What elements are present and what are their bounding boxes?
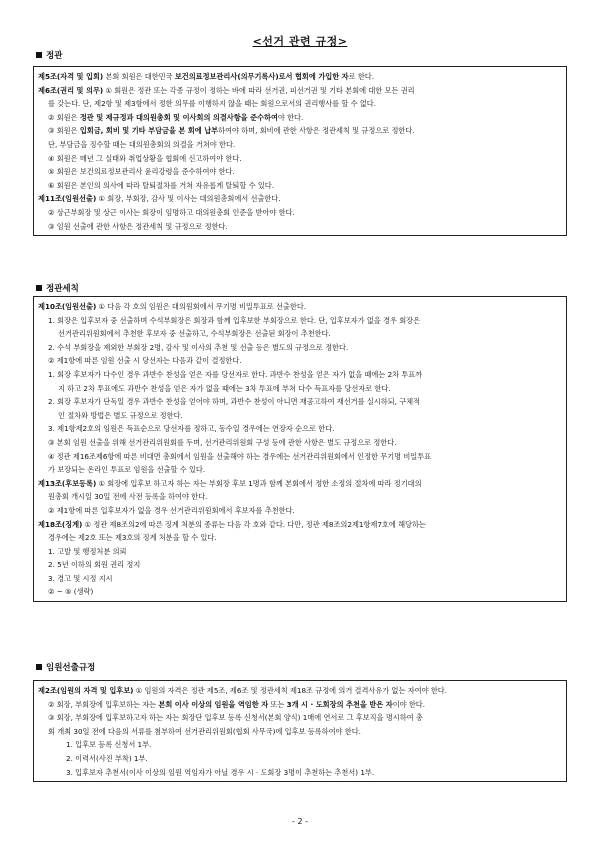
text-run: 3. 입후보자 추천서(이사 이상의 임원 역임자가 아닐 경우 시 · 도회장 3명이 추천하는 추천서) 1부. <box>66 767 375 777</box>
text-line <box>38 124 560 138</box>
text-run: 1. 입후보 등록 신청서 1부. <box>66 740 152 750</box>
text-run: 야 한다. <box>277 112 304 122</box>
text-line <box>38 179 560 193</box>
bold-text: 3개 시 · 도회장의 추천을 받은 자 <box>286 699 393 709</box>
text-run: 1. 회장 후보자가 다수인 경우 과반수 찬성을 얻은 자를 당선자로 한다. 과반수 찬성을 얻은 자가 없을 때에는 2차 투표까 <box>48 369 423 379</box>
text-line <box>38 314 560 328</box>
section-heading-election-rules: 임원선출규정 <box>36 661 95 673</box>
text-run: ⑤ 회원은 보건의료정보관리사 윤리강령을 준수하여야 한다. <box>48 167 235 177</box>
text-run: 인 절차와 방법은 별도 규정으로 정한다. <box>58 410 183 420</box>
text-run: ④ 정관 제16조제6항에 따른 비대면 총회에서 임원을 선출해야 하는 경우에는 선거관리위원회에서 인정한 무기명 비밀투표 <box>48 451 432 461</box>
text-line <box>38 395 560 409</box>
text-run: ① 회장, 부회장, 감사 및 이사는 대의원총회에서 선출한다. <box>96 194 281 204</box>
text-run: 로 한다. <box>348 72 375 81</box>
bold-text: 정관 및 제규정과 대의원총회 및 이사회의 의결사항을 준수하여 <box>79 112 278 122</box>
text-run: ③ 본회 임원 선출을 위해 선거관리위원회를 두며, 선거관리위원회 구성 등에 관한 사항은 별도 규정으로 정한다. <box>48 437 397 447</box>
bold-text: 제13조(후보등록) <box>38 478 97 488</box>
text-run: 1. 회장은 입후보자 중 선출하며 수석부회장은 회장과 함께 입후보한 부회장으로 한다. 단, 입후보자가 없을 경우 회장은 <box>48 315 421 325</box>
text-line <box>38 192 560 206</box>
text-line <box>38 585 560 599</box>
bold-text: 제6조(권리 및 의무) <box>38 85 104 95</box>
text-run: ① 회원은 정관 또는 각종 규정이 정하는 바에 따라 선거권, 피선거권 및 기타 본회에 대한 모든 권리 <box>103 85 415 95</box>
text-line <box>38 300 560 314</box>
text-run: 이야 한다. <box>392 699 426 709</box>
text-line <box>38 341 560 355</box>
text-line <box>38 422 560 436</box>
text-run: ② 회장, 부회장에 입후보하는 자는 <box>48 699 159 709</box>
text-line <box>38 111 560 125</box>
text-run: 2. 이력서(사진 부착) 1부. <box>66 753 148 763</box>
text-line <box>38 766 560 780</box>
articles-box <box>33 66 567 236</box>
text-run: 지 하고 2차 투표에도 과반수 찬성을 얻은 자가 없을 때에는 3차 투표에 부쳐 다수 득표자를 당선자로 한다. <box>58 383 391 393</box>
text-run: 경우에는 제2호 또는 제3호의 징계 처분을 할 수 있다. <box>48 533 217 543</box>
square-bullet-icon <box>36 52 42 58</box>
text-line <box>38 327 560 341</box>
text-line <box>38 354 560 368</box>
text-run: 를 갖는다. 단, 제2항 및 제3항에서 정한 의무를 이행하지 않을 때는 회원으로서의 권리행사를 할 수 없다. <box>48 99 376 109</box>
text-line <box>38 684 560 698</box>
text-run: 선거관리위원회에서 추천한 후보자 중 선출하고, 수석부회장은 선출된 회장이 추천한다. <box>58 329 331 339</box>
text-line <box>38 206 560 220</box>
text-line <box>38 70 560 84</box>
text-line <box>38 725 560 739</box>
text-run: ③ 회장, 부회장에 입후보하고자 하는 자는 회장단 입후보 등록 신청서(본회 양식) 1매에 연서로 그 후보직을 명시하여 총 <box>48 713 423 723</box>
text-run: 단, 부담금을 징수할 때는 대의원총회의 의결을 거쳐야 한다. <box>48 139 236 149</box>
text-run: 하여야 하며, 회비에 관한 사항은 정관세칙 및 규정으로 정한다. <box>218 126 415 136</box>
text-run: ⑥ 회원은 본인의 의사에 따라 탈퇴절차를 거쳐 자유롭게 탈퇴할 수 있다. <box>48 180 274 190</box>
text-line <box>38 368 560 382</box>
text-run: ① 회장에 입후보 하고자 하는 자는 부회장 후보 1명과 함께 본회에서 정한 소정의 절차에 따라 정기대의 <box>96 478 422 488</box>
text-run: 3. 제1항제2호의 임원은 득표순으로 당선자를 정하고, 동수일 경우에는 연장자 순으로 한다. <box>48 424 335 434</box>
page-number: - 2 - <box>292 817 308 826</box>
text-line <box>38 558 560 572</box>
text-line <box>38 752 560 766</box>
text-line <box>38 436 560 450</box>
bold-text: 보건의료정보관리사(의무기록사)로서 협회에 가입한 자 <box>174 72 349 81</box>
text-run: 2. 회장 후보자가 단독일 경우 과반수 찬성을 얻어야 하며, 과반수 찬성이 아니면 재공고하여 재선거를 실시하되, 구체적 <box>48 397 421 407</box>
bold-text: 제5조(자격 및 입회) <box>38 72 104 81</box>
text-run: ② ~ ⑤ (생략) <box>48 587 94 597</box>
text-line <box>38 409 560 423</box>
text-line <box>38 463 560 477</box>
text-line <box>38 477 560 491</box>
bold-text: 제10조(임원선출) <box>38 302 97 311</box>
text-run: ④ 회원은 매년 그 실태와 취업상황을 협회에 신고하여야 한다. <box>48 153 242 163</box>
text-run: ② 회원은 <box>48 112 80 122</box>
text-line <box>38 504 560 518</box>
text-run: ② 제1항에 따른 임원 선출 시 당선자는 다음과 같이 결정한다. <box>48 356 242 366</box>
section-heading-articles: 정관 <box>36 49 62 61</box>
text-run: 2. 수석 부회장을 제외한 부회장 2명, 감사 및 이사의 추천 및 선출 등은 별도의 규정으로 정한다. <box>48 342 349 352</box>
text-line <box>38 382 560 396</box>
bold-text: 제18조(징계) <box>38 519 83 529</box>
text-run: ③ 회원은 <box>48 126 80 136</box>
text-run: 회 개최 30일 전에 다음의 서류를 첨부하여 선거관리위원회(협회 사무국)에 입후보 등록하여야 한다. <box>48 726 361 736</box>
text-run: 원총회 개시일 30일 전에 사전 등록을 하여야 한다. <box>48 492 208 502</box>
text-run: ② 상근부회장 및 상근 이사는 회장이 임명하고 대의원총회 인준을 받아야 한다. <box>48 207 295 217</box>
square-bullet-icon <box>36 664 42 670</box>
text-line <box>38 711 560 725</box>
text-line <box>38 138 560 152</box>
text-line <box>38 450 560 464</box>
text-line <box>38 97 560 111</box>
text-line <box>38 738 560 752</box>
bold-text: 제11조(임원선출) <box>38 194 97 204</box>
election-rules-box <box>33 680 567 782</box>
text-run: 1. 고발 및 행정처분 의뢰 <box>48 546 127 556</box>
text-run: 가 보장되는 온라인 투표로 임원을 선출할 수 있다. <box>48 465 206 475</box>
text-line <box>38 152 560 166</box>
text-line <box>38 84 560 98</box>
section-heading-bylaws: 정관세칙 <box>36 282 79 294</box>
document-title: <선거 관련 규정> <box>252 35 348 48</box>
text-run: ① 정관 제8조의2에 따른 징계 처분의 종류는 다음 각 호와 같다. 다만, 정관 제8조의2제1항제7호에 해당하는 <box>82 519 426 529</box>
square-bullet-icon <box>36 285 42 291</box>
text-run: 본회 회원은 대한민국 <box>103 72 175 81</box>
text-line <box>38 698 560 712</box>
text-run: 2. 5년 이하의 회원 권리 정지 <box>48 560 141 570</box>
text-line <box>38 165 560 179</box>
bold-text: 입회금, 회비 및 기타 부담금을 본 회에 납부 <box>79 126 219 136</box>
text-run: ③ 임원 선출에 관한 사항은 정관세칙 및 규정으로 정한다. <box>48 221 228 231</box>
text-line <box>38 572 560 586</box>
text-line <box>38 518 560 532</box>
text-line <box>38 545 560 559</box>
text-line <box>38 220 560 234</box>
text-run: ① 다음 각 호의 임원은 대의원회에서 무기명 비밀투표로 선출한다. <box>96 302 307 311</box>
text-run: ① 임원의 자격은 정관 제5조, 제6조 및 정관세칙 제18조 규정에 의거 결격사유가 없는 자여야 한다. <box>133 686 447 695</box>
bylaws-box <box>33 296 567 602</box>
text-run: ② 제1항에 따른 입후보자가 없을 경우 선거관리위원회에서 후보자를 추천한다. <box>48 505 295 515</box>
text-run: 3. 경고 및 시정 지시 <box>48 573 113 583</box>
text-run: 또는 <box>268 699 287 709</box>
text-line <box>38 531 560 545</box>
bold-text: 제2조(임원의 자격 및 입후보) <box>38 686 134 695</box>
bold-text: 본회 이사 이상의 임원을 역임한 자 <box>158 699 269 709</box>
text-line <box>38 490 560 504</box>
